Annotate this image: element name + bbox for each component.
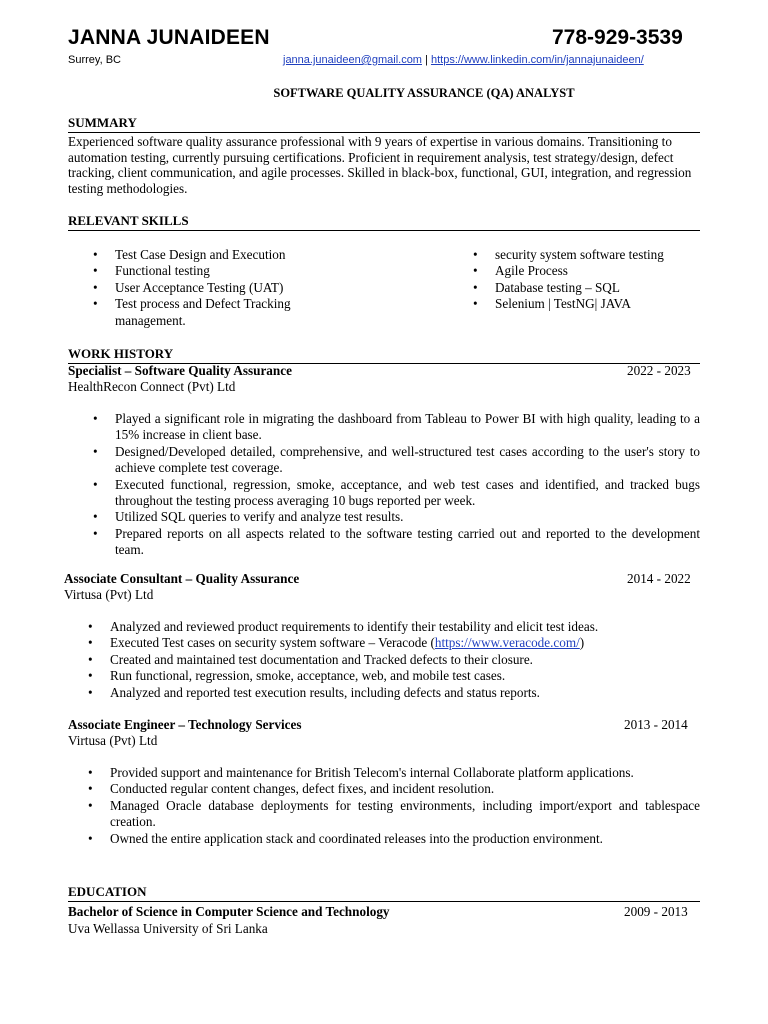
skills-list-right [470, 247, 730, 313]
list-item: • Run functional, regression, smoke, acceptance, web, and mobile test cases. [88, 668, 506, 684]
bullet-icon: • [93, 443, 98, 459]
bullet-icon: • [93, 476, 98, 492]
list-item: • Database testing – SQL [473, 279, 620, 295]
summary-text: Experienced software quality assurance professional with 9 years of expertise in various domains. Transitioning to automation testing, currently pursuing certifications. Proficient in requirement analysis, test strategy/design, defect tracking, client communication, and agile processes. Skilled in black-box, functional, GUI, integration, and regression testing methodologies. [68, 134, 692, 197]
education-divider [68, 901, 700, 902]
job-1-bullets [90, 411, 700, 559]
list-item: • Created and maintained test documentation and Tracked defects to their closure. [88, 651, 533, 667]
candidate-name: JANNA JUNAIDEEN [68, 26, 270, 49]
bullet-icon: • [88, 668, 93, 684]
job-2-title: Associate Consultant – Quality Assurance [64, 571, 300, 586]
bullet-icon: • [88, 651, 93, 667]
email-link[interactable]: janna.junaideen@gmail.com [283, 54, 422, 66]
list-item: • Analyzed and reviewed product requirements to identify their testability and elicit test ideas. [88, 619, 599, 634]
bullet-icon: • [93, 263, 98, 279]
bullet-icon: • [93, 296, 98, 312]
summary-heading: SUMMARY [68, 115, 137, 130]
work-history-heading: WORK HISTORY [68, 346, 174, 361]
job-1-dates: 2022 - 2023 [627, 363, 691, 378]
veracode-link[interactable]: https://www.veracode.com/ [434, 635, 580, 651]
skills-divider [68, 230, 700, 231]
list-item: • Prepared reports on all aspects related to the software testing carried out and reported to the development team. [93, 525, 700, 558]
list-item: • Conducted regular content changes, defect fixes, and incident resolution. [88, 781, 495, 797]
bullet-icon: • [473, 296, 478, 312]
bullet-icon: • [473, 247, 478, 262]
list-item: • User Acceptance Testing (UAT) [93, 279, 284, 295]
job-2-bullets [85, 619, 705, 701]
list-item: • Played a significant role in migrating the dashboard from Tableau to Power BI with high quality, leading to a 15% increase in client base. [93, 411, 700, 443]
phone-number: 778-929-3539 [552, 26, 683, 49]
job-3-bullets [85, 765, 700, 847]
education-heading: EDUCATION [68, 884, 147, 899]
bullet-icon: • [88, 684, 93, 700]
bullet-icon: • [93, 247, 98, 262]
job-3-title: Associate Engineer – Technology Services [68, 717, 302, 732]
list-item: • Test process and Defect Tracking management. [93, 296, 291, 328]
bullet-icon: • [88, 830, 93, 846]
job-1-company: HealthRecon Connect (Pvt) Ltd [68, 379, 236, 394]
location: Surrey, BC [68, 54, 121, 66]
bullet-icon: • [473, 263, 478, 279]
job-1-title: Specialist – Software Quality Assurance [68, 363, 292, 378]
list-item: • Owned the entire application stack and coordinated releases into the production environment. [88, 830, 603, 846]
list-item: • Agile Process [473, 263, 568, 279]
list-item: • Selenium | TestNG| JAVA [473, 296, 631, 312]
list-item: • Managed Oracle database deployments for testing environments, including import/export and tablespace creation. [88, 797, 700, 830]
skills-heading: RELEVANT SKILLS [68, 213, 189, 228]
list-item: • Designed/Developed detailed, comprehensive, and well-structured test cases according to the user's story to achieve complete test coverage. [93, 443, 700, 476]
job-title-heading: SOFTWARE QUALITY ASSURANCE (QA) ANALYST [273, 86, 575, 100]
skills-list-left [90, 247, 330, 329]
bullet-icon: • [93, 509, 98, 525]
list-item: • Provided support and maintenance for British Telecom's internal Collaborate platform applications. [88, 765, 634, 780]
list-item: • Test Case Design and Execution [93, 247, 286, 262]
list-item: • Executed Test cases on security system software – Veracode (https://www.veracode.com/) [88, 635, 585, 651]
contact-links [283, 54, 644, 66]
list-item: • security system software testing [473, 247, 664, 262]
bullet-icon: • [93, 279, 98, 295]
list-item: • Utilized SQL queries to verify and analyze test results. [93, 509, 404, 525]
degree-title: Bachelor of Science in Computer Science and Technology [68, 904, 390, 919]
list-item: • Executed functional, regression, smoke, acceptance, and web test cases and identified, and tracked bugs throughout the testing process averaging 10 bugs reported per week. [93, 476, 700, 509]
bullet-icon: • [88, 781, 93, 797]
school-name: Uva Wellassa University of Sri Lanka [68, 921, 268, 936]
summary-divider [68, 132, 700, 133]
bullet-icon: • [93, 411, 98, 426]
job-3-dates: 2013 - 2014 [624, 717, 688, 732]
bullet-icon: • [88, 765, 93, 780]
bullet-icon: • [88, 797, 93, 813]
list-item: • Functional testing [93, 263, 210, 279]
job-2-company: Virtusa (Pvt) Ltd [64, 587, 154, 602]
education-dates: 2009 - 2013 [624, 904, 688, 919]
bullet-icon: • [473, 279, 478, 295]
bullet-icon: • [88, 619, 93, 634]
contact-separator: | [421, 54, 431, 66]
job-3-company: Virtusa (Pvt) Ltd [68, 733, 158, 748]
job-2-dates: 2014 - 2022 [627, 571, 691, 586]
linkedin-link[interactable]: https://www.linkedin.com/in/jannajunaideen/ [430, 54, 644, 66]
list-item: • Analyzed and reported test execution results, including defects and status reports. [88, 684, 540, 700]
bullet-icon: • [93, 525, 98, 541]
bullet-icon: • [88, 635, 93, 651]
